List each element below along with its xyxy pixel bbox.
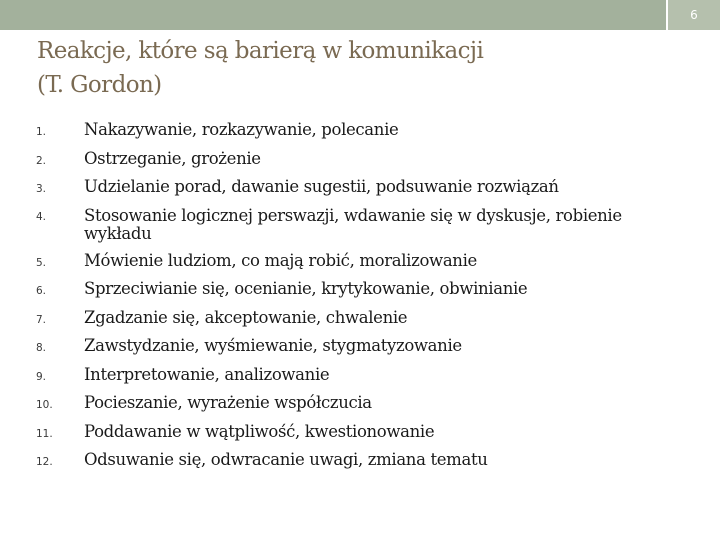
list-item-number: 3. <box>36 183 47 195</box>
list-item <box>36 174 676 203</box>
list-item-text: Nakazywanie, rozkazywanie, polecanie <box>84 120 399 139</box>
top-banner <box>0 0 720 30</box>
list-item <box>36 248 676 277</box>
list-item-text: Zawstydzanie, wyśmiewanie, stygmatyzowanie <box>84 336 462 355</box>
list-item <box>36 146 676 175</box>
list-item-text: Mówienie ludziom, co mają robić, moralizowanie <box>84 250 477 270</box>
list-item <box>36 390 676 419</box>
list-item <box>36 276 676 305</box>
list-item <box>36 117 676 146</box>
title-line-2: (T. Gordon) <box>37 72 162 98</box>
list-item-text: Interpretowanie, analizowanie <box>84 364 330 384</box>
list-item-text: Udzielanie porad, dawanie sugestii, podsuwanie rozwiązań <box>84 177 559 196</box>
list-item-number: 8. <box>36 342 47 354</box>
list-item-text: Pocieszanie, wyrażenie współczucia <box>84 393 372 412</box>
barrier-list <box>36 117 676 476</box>
slide-number: 6 <box>666 0 720 30</box>
list-item <box>36 333 676 362</box>
list-item <box>36 419 676 448</box>
list-item <box>36 305 676 334</box>
list-item-text: Poddawanie w wątpliwość, kwestionowanie <box>84 421 435 441</box>
list-item-text: Sprzeciwianie się, ocenianie, krytykowanie, obwinianie <box>84 279 528 298</box>
list-item-number: 2. <box>36 154 47 167</box>
list-item <box>36 447 676 476</box>
title-line-1: Reakcje, które są barierą w komunikacji <box>37 38 484 64</box>
slide-title <box>37 34 677 102</box>
list-item-number: 6. <box>36 285 47 297</box>
list-item <box>36 362 676 391</box>
list-item <box>36 203 676 248</box>
list-item-number: 7. <box>36 313 47 326</box>
list-item-text: Zgadzanie się, akceptowanie, chwalenie <box>84 307 408 327</box>
list-item-number: 4. <box>36 210 47 223</box>
list-item-text: Odsuwanie się, odwracanie uwagi, zmiana tematu <box>84 450 488 469</box>
list-item-text: Stosowanie logicznej perswazji, wdawanie się w dyskusje, robienie wykładu <box>84 205 622 243</box>
list-item-number: 5. <box>36 256 47 269</box>
list-item-text: Ostrzeganie, grożenie <box>84 148 261 168</box>
list-item-number: 12. <box>36 456 53 468</box>
list-item-number: 11. <box>36 427 53 440</box>
list-item-number: 10. <box>36 399 53 411</box>
list-item-number: 9. <box>36 370 47 383</box>
list-item-number: 1. <box>36 126 47 138</box>
